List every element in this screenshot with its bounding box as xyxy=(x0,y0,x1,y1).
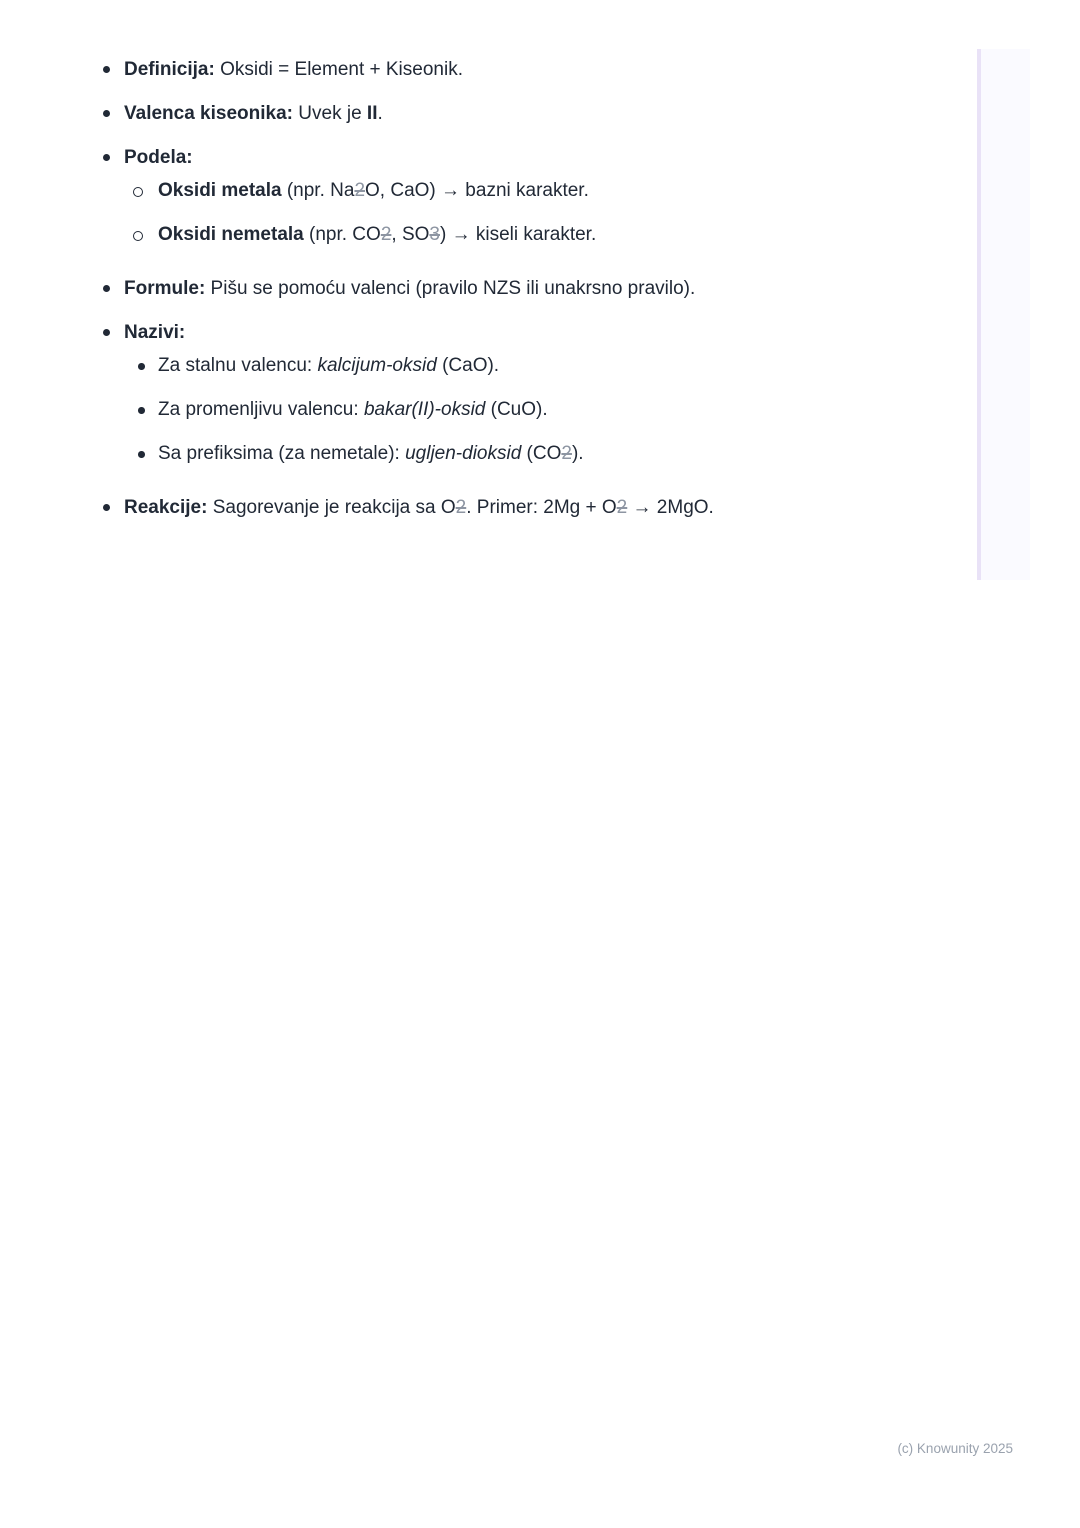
list-item xyxy=(103,494,923,522)
text-segment: Podela: xyxy=(124,147,193,168)
list-item-text xyxy=(158,177,923,205)
text-segment: Za promenljivu valencu: xyxy=(158,399,364,420)
text-segment: (npr. Na xyxy=(281,180,355,201)
list-item xyxy=(133,221,923,249)
text-segment: (CaO). xyxy=(436,355,500,376)
list-item xyxy=(137,396,923,424)
text-segment: 2 xyxy=(455,497,467,518)
bullet-icon xyxy=(103,494,124,522)
bullet-icon xyxy=(103,56,124,84)
text-segment: . xyxy=(377,103,383,124)
list-item xyxy=(103,100,923,128)
footer-credit: (c) Knowunity 2025 xyxy=(897,1441,1013,1456)
bullet-icon xyxy=(103,319,124,347)
circle-bullet-icon xyxy=(133,177,158,205)
text-segment: bakar(II)-oksid xyxy=(363,399,486,420)
list-item-text xyxy=(124,275,923,303)
text-segment: O, CaO) → bazni karakter. xyxy=(365,180,589,201)
text-segment: → 2MgO. xyxy=(627,497,714,518)
text-segment: (CuO). xyxy=(485,399,548,420)
nested-list xyxy=(133,177,923,249)
text-segment: kalcijum-oksid xyxy=(317,355,437,376)
nested-list xyxy=(137,352,923,468)
list-item xyxy=(103,319,923,468)
circle-bullet-icon xyxy=(133,221,158,249)
list-item xyxy=(133,177,923,205)
text-segment: Valenca kiseonika: xyxy=(124,103,293,124)
bullet-icon xyxy=(103,275,124,303)
text-segment: Oksidi = Element + Kiseonik. xyxy=(214,59,463,80)
text-segment: . Primer: 2Mg + O xyxy=(466,497,617,518)
text-segment: Definicija: xyxy=(124,59,215,80)
list-item xyxy=(103,56,923,84)
text-segment: (CO xyxy=(521,443,562,464)
list-item-text xyxy=(158,352,923,380)
text-segment: 2 xyxy=(561,443,572,464)
list-item xyxy=(137,352,923,380)
list-item xyxy=(103,275,923,303)
text-segment: , SO xyxy=(391,224,430,245)
text-segment: ) → kiseli karakter. xyxy=(439,224,597,245)
list-item-text xyxy=(158,440,923,468)
text-segment: Reakcije: xyxy=(124,497,208,518)
text-segment: ugljen-dioksid xyxy=(405,443,522,464)
text-segment: Oksidi metala xyxy=(158,180,282,201)
list-item-text xyxy=(158,396,923,424)
text-segment: II xyxy=(366,103,378,124)
list-item-text xyxy=(124,494,923,522)
text-segment: Oksidi nemetala xyxy=(158,224,304,245)
text-segment: Za stalnu valencu: xyxy=(158,355,318,376)
bullet-icon xyxy=(137,352,158,380)
bullet-icon xyxy=(103,100,124,128)
text-segment: Sagorevanje je reakcija sa O xyxy=(207,497,456,518)
text-segment: 2 xyxy=(354,180,366,201)
text-segment: (npr. CO xyxy=(303,224,381,245)
text-segment: ). xyxy=(571,443,584,464)
bullet-icon xyxy=(137,440,158,468)
text-segment: Formule: xyxy=(124,278,206,299)
list-item-text xyxy=(158,221,923,249)
list-item-text xyxy=(124,144,923,172)
bullet-icon xyxy=(137,396,158,424)
page-edge-highlight xyxy=(977,49,1030,580)
text-segment: 2 xyxy=(380,224,392,245)
text-segment: Sa prefiksima (za nemetale): xyxy=(158,443,406,464)
bullet-icon xyxy=(103,144,124,172)
text-segment: Uvek je xyxy=(293,103,367,124)
list-item-text xyxy=(124,319,923,347)
text-segment: 2 xyxy=(616,497,628,518)
list-item xyxy=(103,144,923,249)
notes-list xyxy=(103,56,923,522)
list-item xyxy=(137,440,923,468)
text-segment: Pišu se pomoću valenci (pravilo NZS ili unakrsno pravilo). xyxy=(205,278,696,299)
document-page xyxy=(103,56,923,538)
list-item-text xyxy=(124,56,923,84)
list-item-text xyxy=(124,100,923,128)
text-segment: 3 xyxy=(429,224,440,245)
text-segment: Nazivi: xyxy=(124,322,186,343)
